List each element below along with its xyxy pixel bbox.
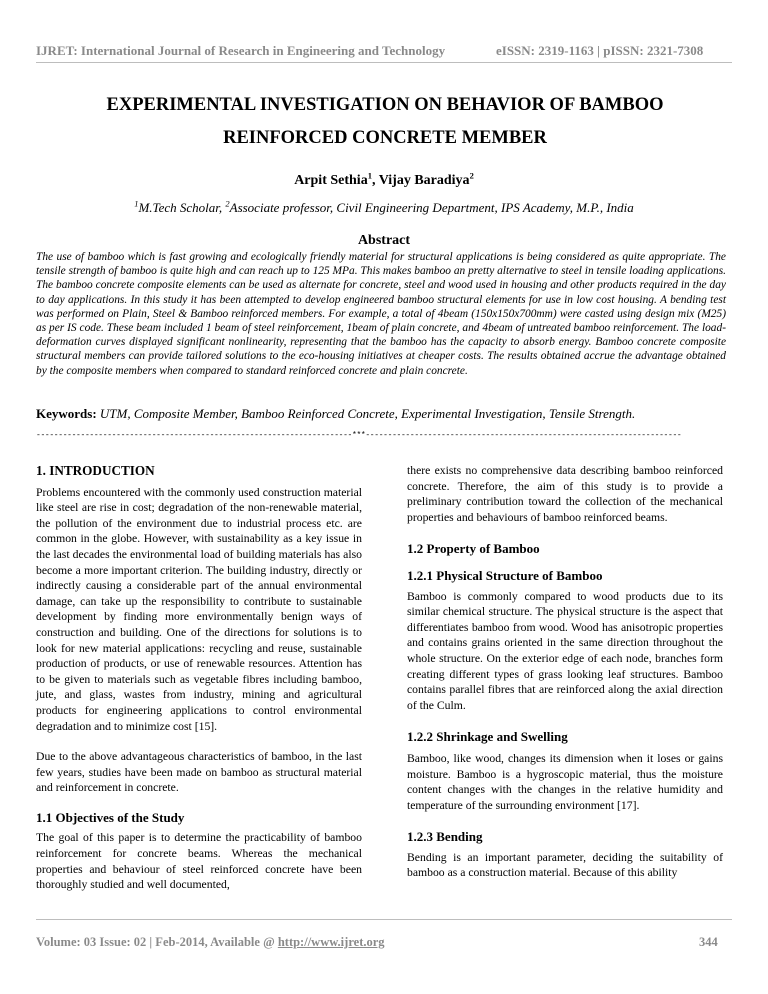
page-number: 344 [699,935,718,949]
section-separator: -----------------------------------------------------------------------***----------------------------------------------------------------------- [36,431,682,440]
abstract-heading: Abstract [357,233,411,248]
journal-url-link[interactable]: http://www.ijret.org [277,935,385,949]
header-rule [36,62,732,63]
footer-rule [36,919,732,920]
author-2: Vijay Baradiya [378,173,470,188]
introduction-heading: 1. INTRODUCTION [36,463,155,478]
objectives-paragraph: The goal of this paper is to determine the practicability of bamboo reinforcement for concrete beams. Whereas the mechanical properties and behaviour of steel reinforced concrete have been thoroughly studied and well documented, [36,831,362,892]
shrinkage-swelling-paragraph: Bamboo, like wood, changes its dimension when it loses or gains moisture. Bamboo is a hygroscopic material, thus the moisture content changes with the changes in the relative humidity and temperature of the surrounding environment [17]. [407,751,723,812]
property-of-bamboo-heading: 1.2 Property of Bamboo [407,541,540,557]
author-2-affiliation-mark: 2 [469,170,474,181]
abstract-text: The use of bamboo which is fast growing and ecologically friendly material for structural applications is being considered as quite appropriate. The tensile strength of bamboo is quite high and can reach up to 125 MPa. This makes bamboo an pretty alternative to steel in tensile loading applications. The bamboo concrete composite elements can be used as alternate for concrete, steel and wood used in housing and other products required in the day to day applications. In this study it has been attempted to develop engineered bamboo structural elements for use in low cost housing. A bending test was performed on Plain, Steel & Bamboo reinforced members. For example, a total of 4beam (150x150x700mm) were casted using design mix (M25) as per IS code. These beam included 1 beam of steel reinforcement, 1beam of plain concrete, and 4beam of untreated bamboo reinforcement. The load-deformation curves displayed significant nonlinearity, representing that the bamboo has the capacity to absorb energy. Bamboo concrete composite structural members can provide tailored solutions to the eco-housing initiatives at cheaper costs. The results obtained accrue the advantage obtained by the composite members when compared to standard reinforced concrete and plain concrete. [36,251,726,377]
paper-title-line1: EXPERIMENTAL INVESTIGATION ON BEHAVIOR OF BAMBOO [106,95,664,115]
physical-structure-paragraph: Bamboo is commonly compared to wood products due to its similar chemical structure. The physical structure is the aspect that differentiates bamboo from wood. Wood has anisotropic properties and contains grains oriented in the same direction throughout the whole structure. On the exterior edge of each node, branches form creating different types of grass looking leaf structures. Bamboo contains parallel fibres that are reinforced along the axial direction of the Culm. [407,589,723,712]
running-header-issn: eISSN: 2319-1163 | pISSN: 2321-7308 [496,43,704,58]
running-header-journal: IJRET: International Journal of Research in Engineering and Technology [36,43,446,58]
author-separator: , [371,173,379,188]
keywords-label: Keywords: [36,406,97,421]
bending-heading: 1.2.3 Bending [407,829,483,845]
objectives-heading: 1.1 Objectives of the Study [36,809,185,825]
author-1-affiliation-mark: 1 [367,170,372,181]
footer-volume-text: Volume: 03 Issue: 02 | Feb-2014, Available @ [36,935,278,949]
bending-paragraph: Bending is an important parameter, deciding the suitability of bamboo as a construction material. Because of this ability [407,850,723,880]
right-column [407,463,723,881]
affiliation-part-1: M.Tech Scholar, [138,200,226,215]
keywords [36,406,736,422]
affiliation-mark-2: 2 [225,198,230,209]
author-1: Arpit Sethia [294,173,368,188]
continuation-paragraph: there exists no comprehensive data describing bamboo reinforced concrete. Therefore, the aim of this study is to provide a preliminary contribution toward the collection of the mechanical properties and behaviours of bamboo reinforced beams. [407,464,723,524]
keywords-text: UTM, Composite Member, Bamboo Reinforced Concrete, Experimental Investigation, Tensile Strength. [96,406,636,421]
introduction-paragraph-2: Due to the above advantageous characteristics of bamboo, in the last few years, studies have been made on bamboo as structural material and reinforcement in concrete. [36,750,362,795]
left-column [36,463,362,893]
paper-title-line2: REINFORCED CONCRETE MEMBER [223,128,547,148]
shrinkage-swelling-heading: 1.2.2 Shrinkage and Swelling [407,729,568,745]
affiliation-mark-1: 1 [134,198,139,209]
affiliation-part-2: Associate professor, Civil Engineering Department, IPS Academy, M.P., India [229,200,634,215]
introduction-paragraph-1: Problems encountered with the commonly used construction material like steel are rise in cost; degradation of the non-renewable material, the pollution of the environment due to industrial process etc. are common in the globe. However, with sustainability as a key issue in the last decades the environmental load of building materials has also become a more important criterion. The building industry, directly or indirectly causing a considerable part of the annual environmental damage, can take up the responsibility to contribute to sustainable development by finding more environmentally benign ways of construction and building. One of the directions for solutions is to look for new material applications: recycling and reuse, sustainable production of products, or use of renewable resources. Attention has to be given to materials such as vegetable fibres including bamboo, jute, and glass, wastes from industry, mining and agricultural products for engineering applications to control environmental degradation and to minimize cost [15]. [36,485,362,733]
affiliation [0,200,768,216]
footer-volume-info [36,935,385,950]
author-list [0,170,768,189]
physical-structure-heading: 1.2.1 Physical Structure of Bamboo [407,567,603,583]
